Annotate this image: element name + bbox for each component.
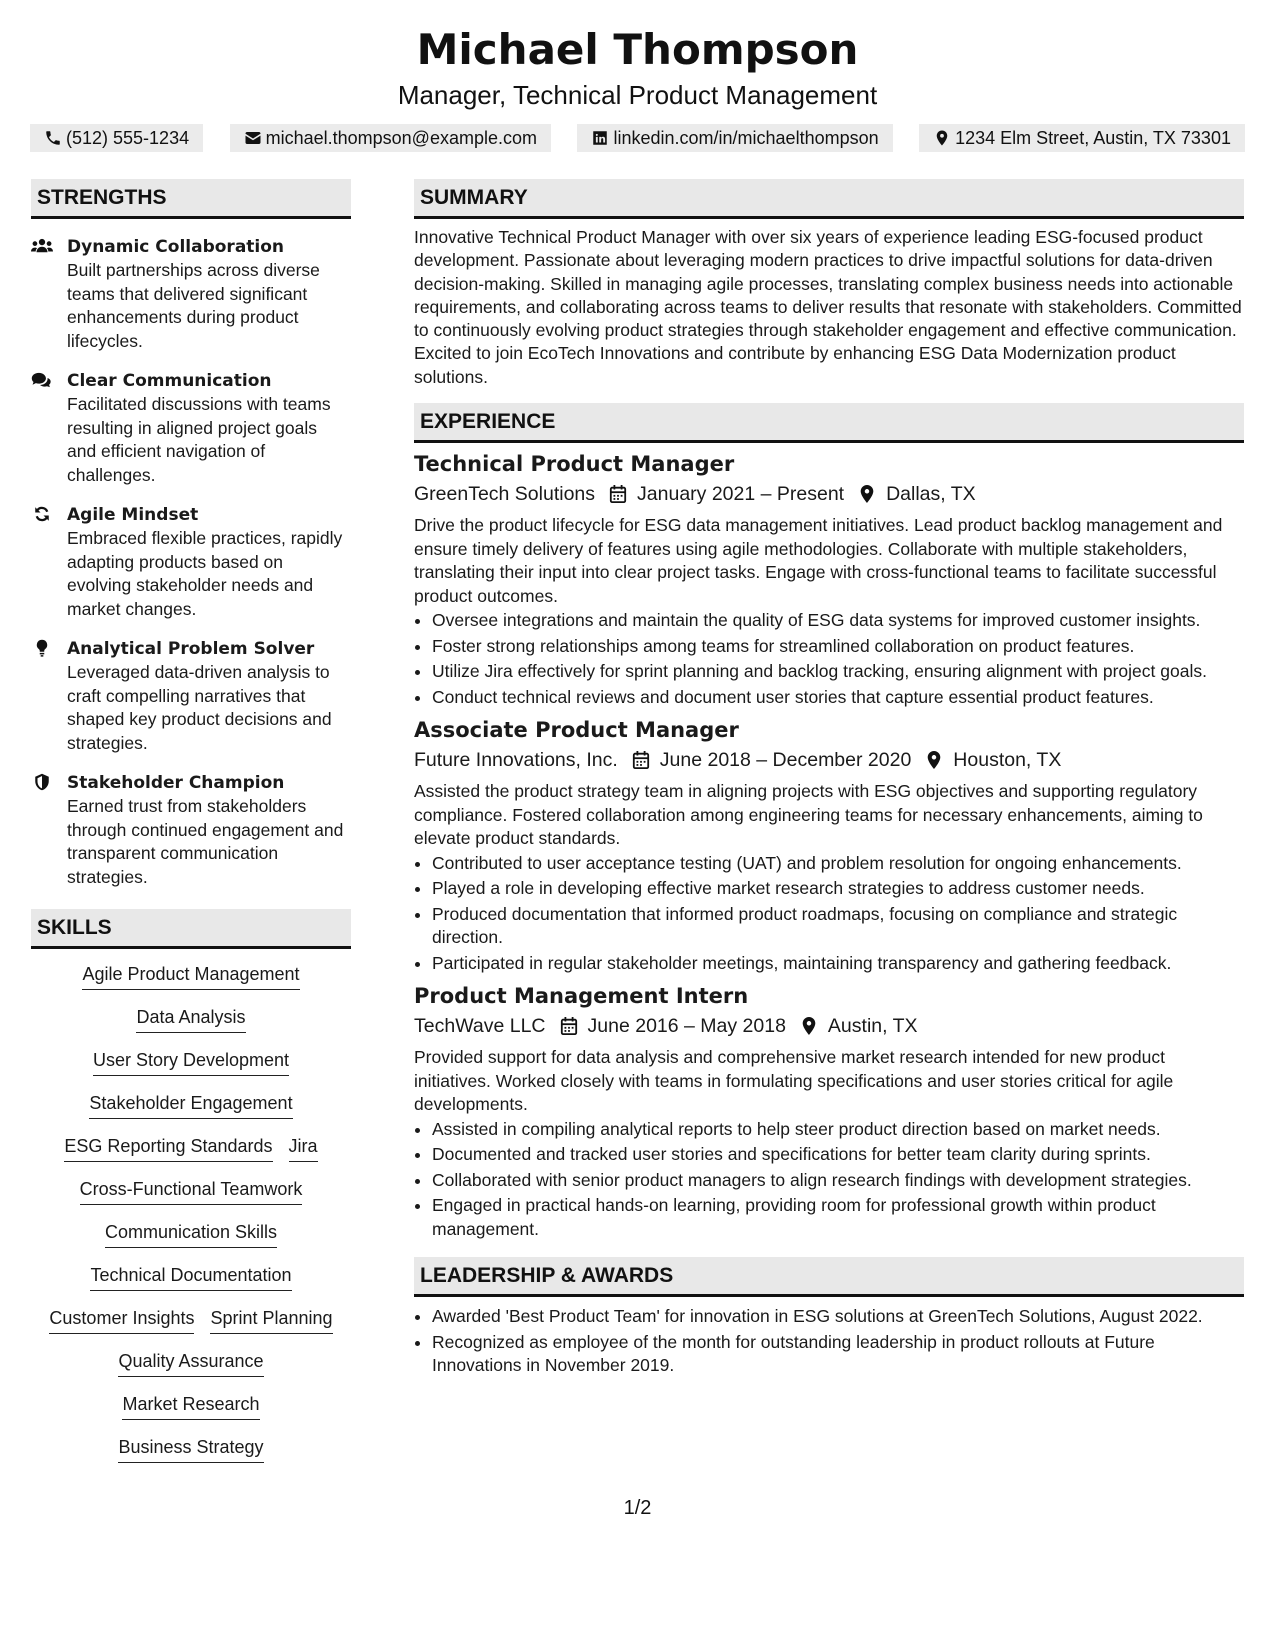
job-company: TechWave LLC: [414, 1015, 546, 1038]
resume-body: [31, 179, 1244, 1477]
strength-desc: Facilitated discussions with teams resulting in aligned project goals and efficient navigation of challenges.: [67, 394, 331, 485]
summary-heading: SUMMARY: [414, 179, 1244, 219]
strength-desc: Built partnerships across diverse teams that delivered significant enhancements during product lifecycles.: [67, 260, 320, 351]
job-entry: [414, 449, 1244, 709]
calendar-icon: [609, 484, 627, 504]
job-entry: [414, 981, 1244, 1241]
strength-title: Agile Mindset: [67, 505, 199, 525]
contact-address[interactable]: [919, 124, 1245, 152]
map-marker-icon: [925, 750, 943, 770]
strength-desc: Leveraged data-driven analysis to craft compelling narratives that shaped key product decisions and strategies.: [67, 662, 332, 753]
skill-tag: Quality Assurance: [118, 1348, 263, 1377]
skill-tag: Market Research: [122, 1391, 259, 1420]
job-entry: [414, 715, 1244, 975]
candidate-title: Manager, Technical Product Management: [397, 80, 878, 110]
envelope-icon: [244, 129, 262, 147]
job-bullet: • Played a role in developing effective market research strategies to address customer needs.: [432, 877, 1244, 901]
skill-tag: Sprint Planning: [210, 1305, 332, 1334]
strengths-heading: STRENGTHS: [31, 179, 351, 219]
contact-email[interactable]: [230, 124, 551, 152]
job-bullet: • Collaborated with senior product managers to align research findings with development strategies.: [432, 1169, 1244, 1193]
skills-list: [31, 961, 351, 1477]
skill-tag: ESG Reporting Standards: [64, 1133, 272, 1162]
resume-header: [0, 0, 1275, 152]
strength-item: [31, 369, 351, 487]
linkedin-icon: [591, 129, 609, 147]
job-bullet: • Engaged in practical hands-on learning, providing room for professional growth within product management.: [432, 1194, 1244, 1241]
strength-title: Clear Communication: [67, 371, 272, 391]
awards-heading: LEADERSHIP & AWARDS: [414, 1257, 1244, 1297]
map-marker-icon: [800, 1016, 818, 1036]
strength-item: [31, 771, 351, 889]
job-dates: January 2021 – Present: [637, 483, 845, 506]
award-item: • Awarded 'Best Product Team' for innovation in ESG solutions at GreenTech Solutions, August 2022.: [432, 1305, 1244, 1329]
skill-tag: Stakeholder Engagement: [89, 1090, 292, 1119]
skill-tag: Cross-Functional Teamwork: [80, 1176, 303, 1205]
job-bullet: • Assisted in compiling analytical reports to help steer product direction based on market needs.: [432, 1118, 1244, 1142]
contact-address-text: 1234 Elm Street, Austin, TX 73301: [955, 127, 1231, 148]
contact-phone-text: (512) 555-1234: [66, 127, 190, 148]
strength-item: [31, 503, 351, 621]
job-bullets: [414, 852, 1244, 976]
contact-linkedin-text: linkedin.com/in/michaelthompson: [613, 127, 879, 148]
strength-title: Dynamic Collaboration: [67, 237, 285, 257]
users-icon: [31, 237, 53, 255]
left-column: [31, 179, 351, 1477]
job-meta: [414, 479, 1244, 509]
lightbulb-icon: [31, 639, 53, 657]
skill-tag: Jira: [289, 1133, 318, 1162]
phone-icon: [44, 129, 62, 147]
skill-tag: Customer Insights: [49, 1305, 194, 1334]
skills-heading: SKILLS: [31, 909, 351, 949]
job-description: Assisted the product strategy team in aligning projects with ESG objectives and supporting regulatory compliance. Fostered collaboration among engineering teams for necessary enhancements, aiming to elevate product standards.: [414, 781, 1203, 849]
awards-section: [414, 1305, 1244, 1378]
contact-email-text: michael.thompson@example.com: [265, 127, 537, 148]
contact-bar: [30, 124, 1245, 152]
job-title: Associate Product Manager: [414, 718, 739, 743]
job-location: Houston, TX: [953, 749, 1062, 772]
job-bullet: • Foster strong relationships among teams for streamlined collaboration on product features.: [432, 635, 1244, 659]
job-bullets: [414, 609, 1244, 709]
sync-icon: [31, 505, 53, 523]
skill-tag: Communication Skills: [105, 1219, 277, 1248]
award-item: • Recognized as employee of the month for outstanding leadership in product rollouts at Future Innovations in November 2019.: [432, 1331, 1244, 1378]
map-marker-icon: [858, 484, 876, 504]
job-bullet: • Oversee integrations and maintain the quality of ESG data systems for improved customer insights.: [432, 609, 1244, 633]
skill-tag: Business Strategy: [118, 1434, 263, 1463]
strength-desc: Embraced flexible practices, rapidly adapting products based on evolving stakeholder needs and market changes.: [67, 528, 343, 619]
job-title: Technical Product Manager: [414, 452, 735, 477]
job-bullet: • Produced documentation that informed product roadmaps, focusing on compliance and strategic direction.: [432, 903, 1244, 950]
strength-item: [31, 235, 351, 353]
job-description: Provided support for data analysis and comprehensive market research intended for new product initiatives. Worked closely with teams in formulating specifications and user stories critical for agile developments.: [414, 1047, 1174, 1115]
strength-title: Analytical Problem Solver: [67, 639, 315, 659]
experience-heading: EXPERIENCE: [414, 403, 1244, 443]
job-description: Drive the product lifecycle for ESG data management initiatives. Lead product backlog management and ensure timely delivery of features using agile methodologies. Collaborate with multiple stakeholders, translating their input into clear project tasks. Engage with cross-functional teams to facilitate successful product outcomes.: [414, 515, 1223, 606]
job-location: Dallas, TX: [886, 483, 976, 506]
job-meta: [414, 745, 1244, 775]
job-bullet: • Documented and tracked user stories and specifications for better team clarity during sprints.: [432, 1143, 1244, 1167]
job-bullets: [414, 1118, 1244, 1242]
skill-tag: Agile Product Management: [82, 961, 299, 990]
job-location: Austin, TX: [827, 1015, 918, 1038]
right-column: [414, 179, 1244, 1477]
page-number: 1/2: [623, 1497, 652, 1519]
strength-title: Stakeholder Champion: [67, 773, 285, 793]
job-company: GreenTech Solutions: [414, 483, 596, 506]
job-bullet: • Utilize Jira effectively for sprint planning and backlog tracking, ensuring alignment with project goals.: [432, 660, 1244, 684]
strength-item: [31, 637, 351, 755]
skill-tag: Data Analysis: [136, 1004, 245, 1033]
shield-icon: [31, 773, 53, 791]
calendar-icon: [632, 750, 650, 770]
job-bullet: • Contributed to user acceptance testing (UAT) and problem resolution for ongoing enhancements.: [432, 852, 1244, 876]
contact-linkedin[interactable]: [577, 124, 892, 152]
job-dates: June 2018 – December 2020: [659, 749, 912, 772]
job-meta: [414, 1011, 1244, 1041]
contact-phone[interactable]: [30, 124, 203, 152]
skill-tag: User Story Development: [93, 1047, 289, 1076]
job-title: Product Management Intern: [414, 984, 749, 1009]
strength-desc: Earned trust from stakeholders through continued engagement and transparent communication strategies.: [67, 796, 344, 887]
map-marker-icon: [933, 129, 951, 147]
skill-tag: Technical Documentation: [90, 1262, 291, 1291]
candidate-name: Michael Thompson: [416, 25, 859, 74]
job-company: Future Innovations, Inc.: [414, 749, 618, 772]
comments-icon: [31, 371, 53, 389]
job-bullet: • Participated in regular stakeholder meetings, maintaining transparency and gathering feedback.: [432, 952, 1244, 976]
summary-text: Innovative Technical Product Manager with over six years of experience leading ESG-focused product development. Passionate about leveraging modern practices to drive impactful solutions for data-driven decision-making. Skilled in managing agile processes, translating complex business needs into actionable requirements, and collaborating across teams to deliver results that resonate with stakeholders. Committed to continuously evolving product strategies through stakeholder engagement and effective communication. Excited to join EcoTech Innovations and contribute by enhancing ESG Data Modernization product solutions.: [414, 227, 1242, 387]
job-dates: June 2016 – May 2018: [587, 1015, 786, 1038]
calendar-icon: [560, 1016, 578, 1036]
job-bullet: • Conduct technical reviews and document user stories that capture essential product features.: [432, 686, 1244, 710]
